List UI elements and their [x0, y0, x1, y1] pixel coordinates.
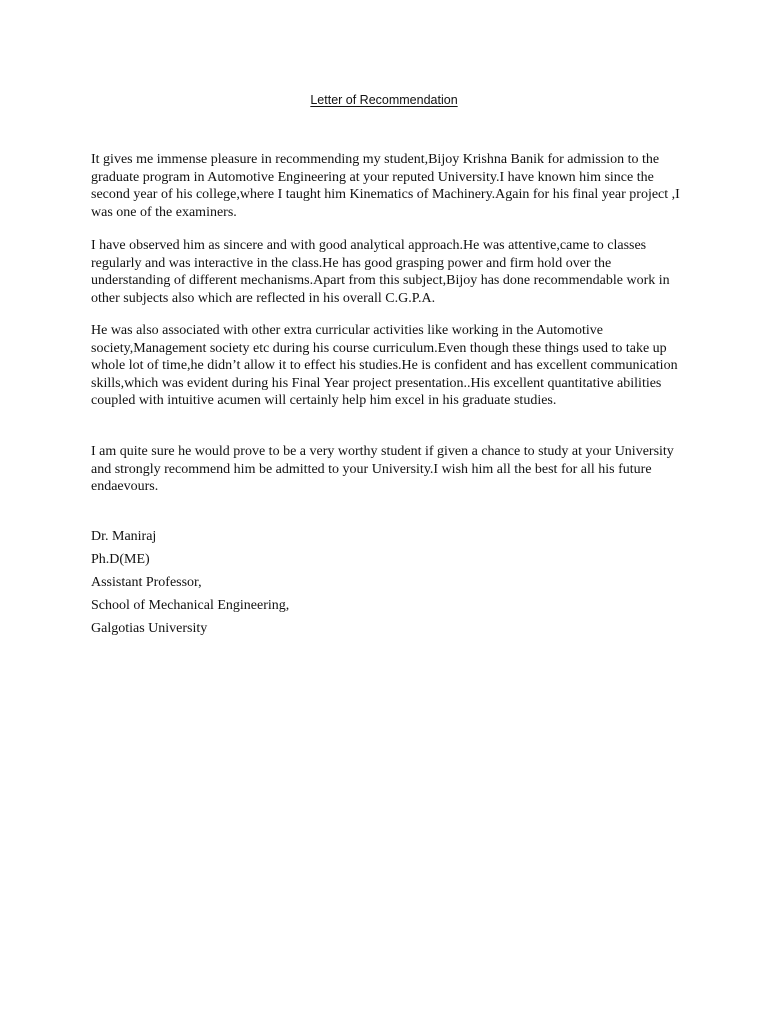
paragraph-introduction: It gives me immense pleasure in recommending my student,Bijoy Krishna Banik for admission to the graduate program in Automotive Engineering at your reputed University.I have known him since the second year of his college,where I taught him Kinematics of Machinery.Again for his final year project ,I was one of the examiners.: [91, 152, 680, 220]
signature-institution: Galgotias University: [91, 621, 208, 636]
signature-department: School of Mechanical Engineering,: [91, 598, 290, 613]
paragraph-conclusion: I am quite sure he would prove to be a very worthy student if given a chance to study at your University and strongly recommend him be admitted to your University.I wish him all the best for all his future endaevours.: [91, 444, 674, 495]
signature-name: Dr. Maniraj: [91, 529, 157, 544]
signature-degree: Ph.D(ME): [91, 552, 150, 567]
signature-position: Assistant Professor,: [91, 575, 202, 590]
letter-title: Letter of Recommendation: [310, 93, 458, 107]
paragraph-academic-qualities: I have observed him as sincere and with good analytical approach.He was attentive,came to classes regularly and was interactive in the class.He has good grasping power and firm hold over the understanding of different mechanisms.Apart from this subject,Bijoy has done recommendable work in other subjects also which are reflected in his overall C.G.P.A.: [91, 238, 670, 306]
paragraph-extracurricular: He was also associated with other extra curricular activities like working in the Automotive society,Management society etc during his course curriculum.Even though these things used to take up whole lot of time,he didn’t allow it to effect his studies.He is confident and has excellent communication skills,which was evident during his Final Year project presentation..His excellent quantitative abilities coupled with intuitive acumen will certainly help him excel in his graduate studies.: [91, 323, 678, 409]
